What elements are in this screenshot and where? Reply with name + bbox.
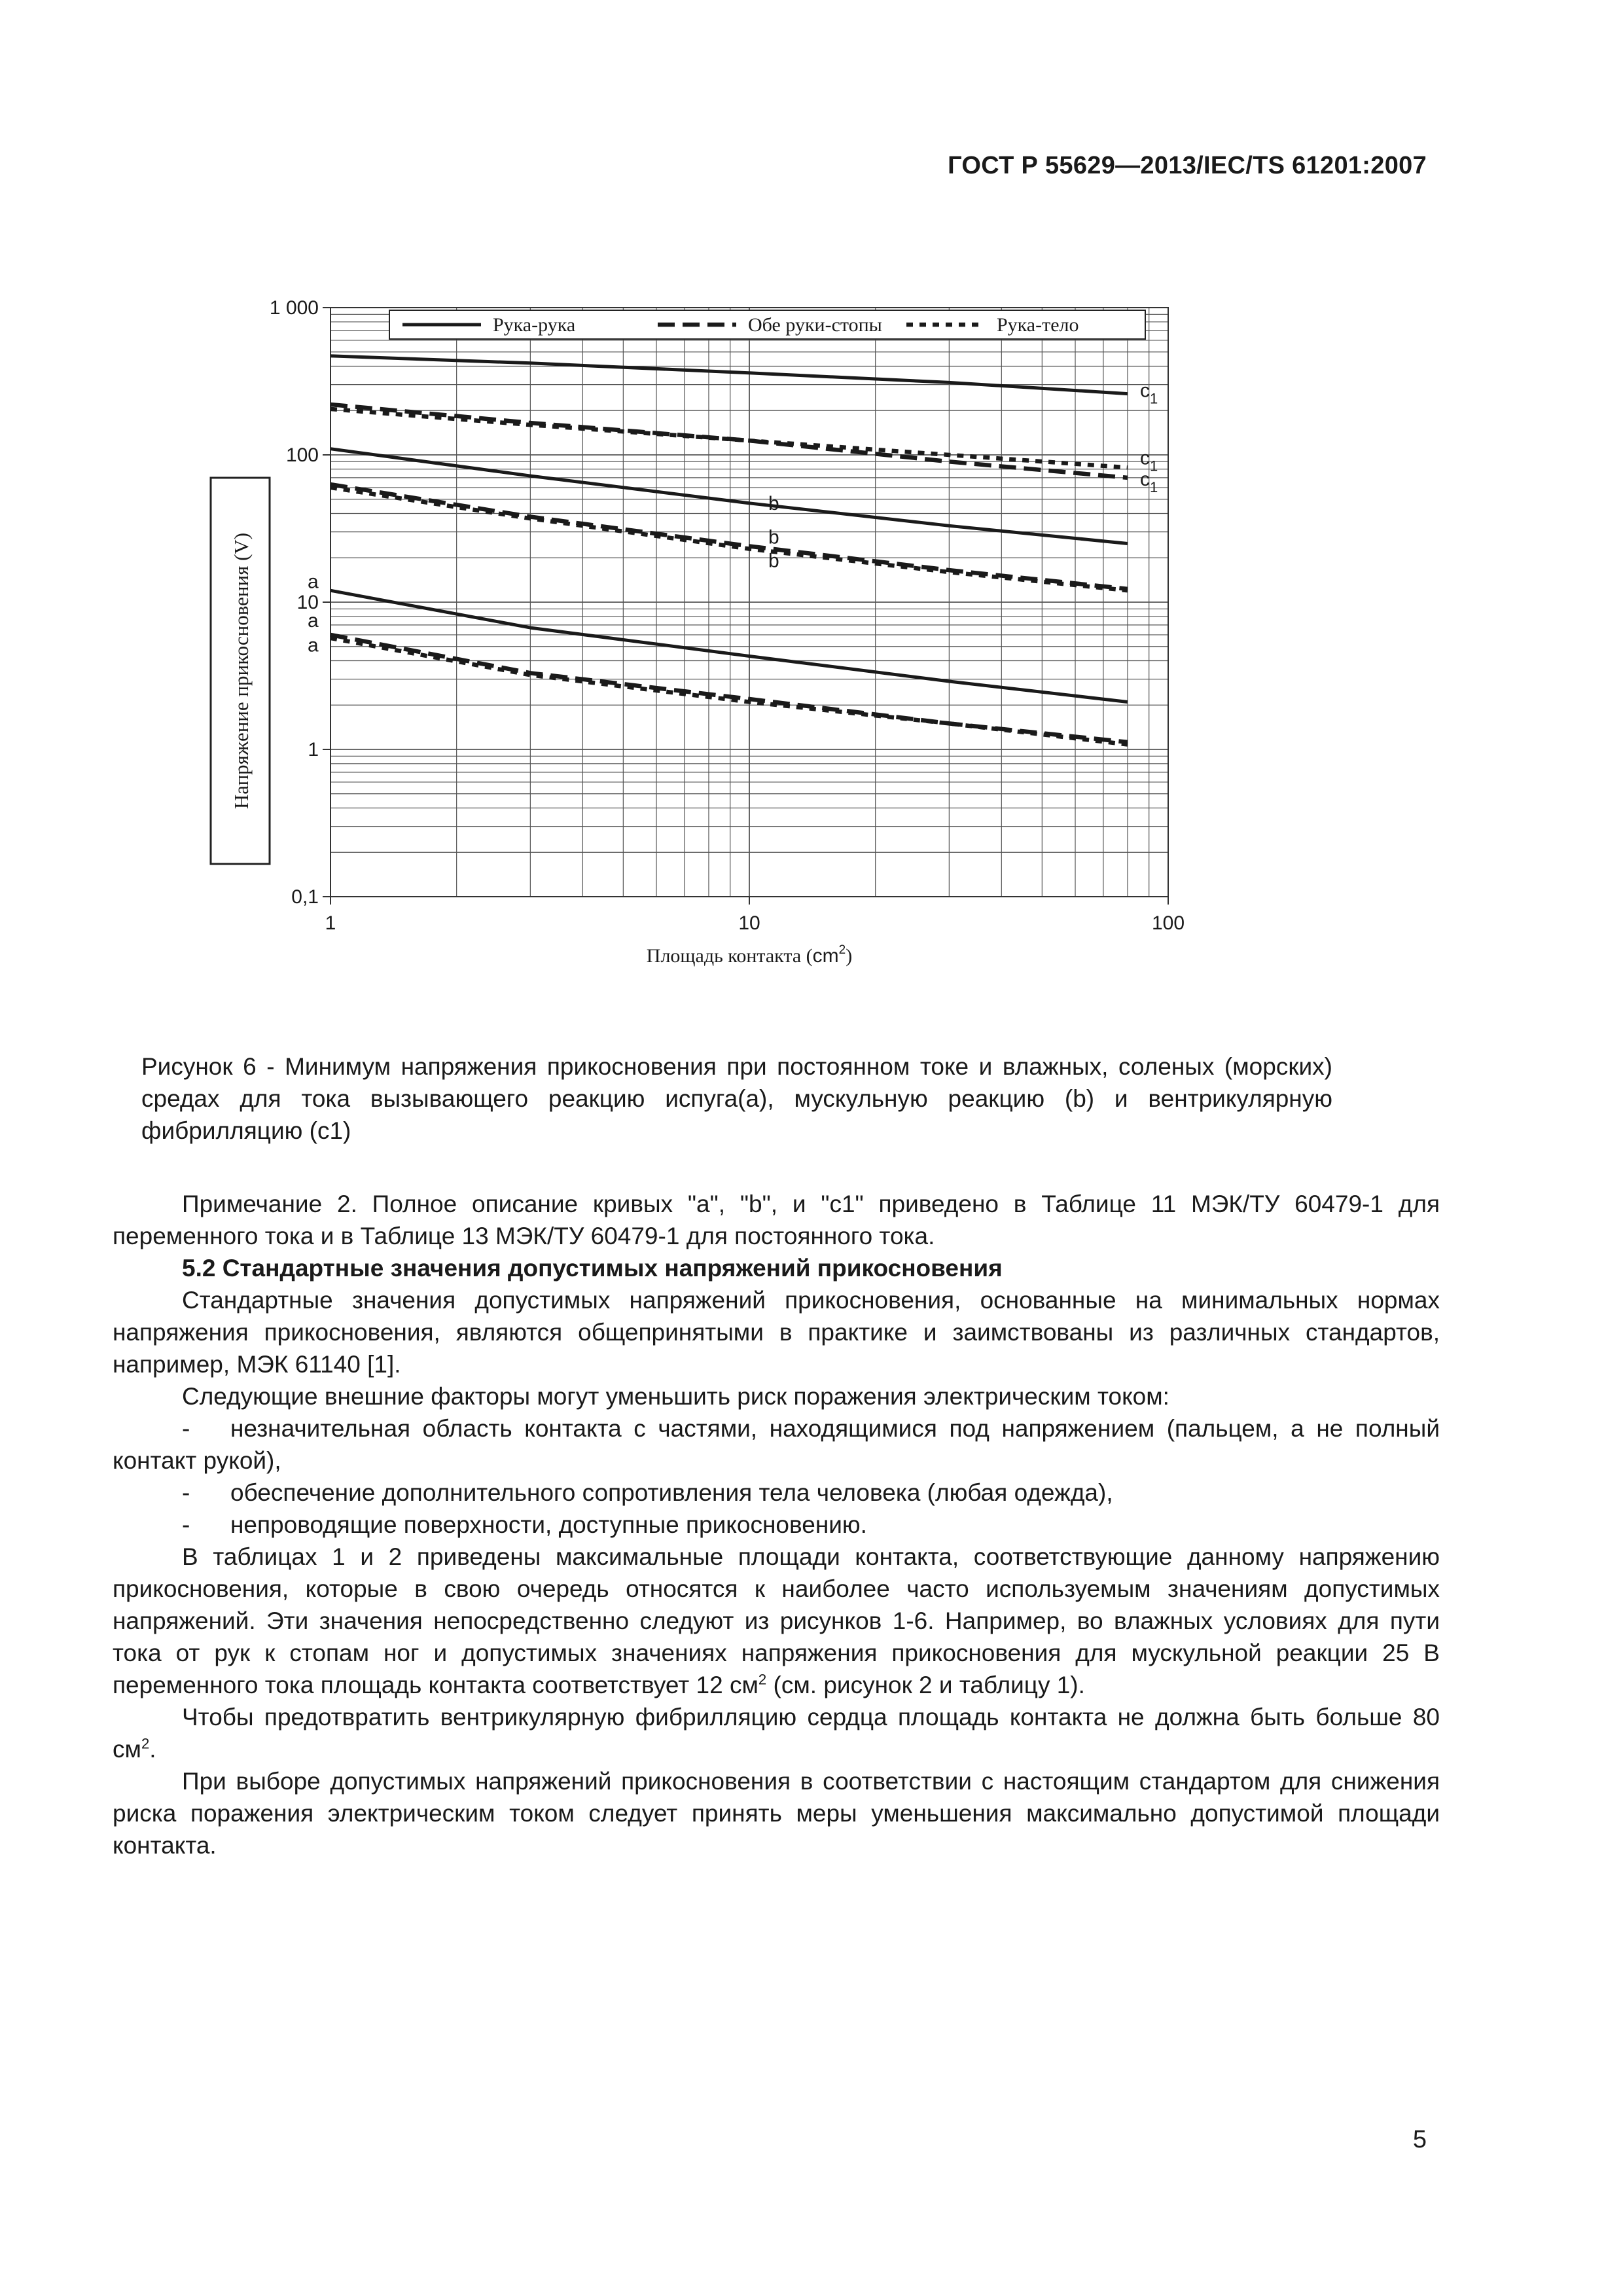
x-tick-label: 10 xyxy=(738,912,760,934)
y-tick-label: 100 xyxy=(285,444,319,466)
y-tick-label: 0,1 xyxy=(291,886,319,908)
paragraph-selection: При выборе допустимых напряжений прикосновения в соответствии с настоящим стандартом для снижения риска поражения электрическим током следует принять меры уменьшения максимально допустимой площади контакта. xyxy=(113,1768,1440,1859)
touch-voltage-chart xyxy=(196,281,1257,988)
figure-caption: Рисунок 6 - Минимум напряжения прикосновения при постоянном токе и влажных, соленых (морских) средах для тока вызывающего реакцию испуга(а), мускульную реакцию (b) и вентрикулярную фибрилляцию (с1) xyxy=(141,1053,1332,1144)
list-item-text: непроводящие поверхности, доступные прикосновению. xyxy=(230,1511,867,1538)
list-item-text: обеспечение дополнительного сопротивления тела человека (любая одежда), xyxy=(230,1479,1113,1506)
paragraph-fibrillation-end: . xyxy=(149,1736,156,1763)
legend-label: Рука-рука xyxy=(493,314,576,336)
superscript: 2 xyxy=(141,1735,150,1752)
list-item xyxy=(113,1509,1440,1541)
chart-svg xyxy=(196,281,1257,988)
paragraph-tables xyxy=(113,1541,1440,1701)
list-item xyxy=(113,1477,1440,1509)
curve-label-b-long: b xyxy=(768,526,779,548)
list-dash: - xyxy=(182,1511,190,1538)
paragraph-external-factors: Следующие внешние факторы могут уменьшить риск поражения электрическим током: xyxy=(182,1383,1169,1410)
body-text xyxy=(113,1188,1440,1861)
paragraph-fibrillation xyxy=(113,1701,1440,1765)
paragraph-fibrillation-text: Чтобы предотвратить вентрикулярную фибрилляцию сердца площадь контакта не должна быть больше 80 см xyxy=(113,1704,1440,1763)
document-header: ГОСТ Р 55629—2013/IEC/TS 61201:2007 xyxy=(948,152,1427,179)
legend-label: Рука-тело xyxy=(997,314,1079,336)
note-paragraph: Примечание 2. Полное описание кривых "а", "b", и "с1" приведено в Таблице 11 МЭК/ТУ 60479-1 для переменного тока и в Таблице 13 МЭК/ТУ 60479-1 для постоянного тока. xyxy=(113,1191,1440,1249)
y-tick-label: 10 xyxy=(296,592,319,613)
x-axis-label-unit: cm xyxy=(812,945,839,967)
list-item-text: незначительная область контакта с частями, находящимися под напряжением (пальцем, а не полный контакт рукой), xyxy=(113,1415,1440,1474)
x-axis-label-sup: 2 xyxy=(838,943,846,957)
curve-label-a-long: a xyxy=(308,610,319,632)
superscript: 2 xyxy=(758,1671,767,1688)
curve-label-c: c xyxy=(1140,380,1150,402)
page-number: 5 xyxy=(1412,2126,1427,2153)
section-heading: 5.2 Стандартные значения допустимых напряжений прикосновения xyxy=(182,1255,1003,1282)
curve-label-a-short: a xyxy=(308,634,319,656)
list-dash: - xyxy=(182,1479,190,1506)
curve-label-sub: 1 xyxy=(1150,478,1158,495)
y-tick-label: 1 000 xyxy=(269,297,319,319)
x-axis-label xyxy=(647,943,852,967)
curve-label-sub: 1 xyxy=(1150,390,1158,407)
curve-label-a-solid: a xyxy=(308,571,319,593)
list-dash: - xyxy=(182,1415,190,1442)
legend-label: Обе руки-стопы xyxy=(748,314,882,336)
x-axis-label-end: ) xyxy=(846,945,853,967)
curve-label-sub: 1 xyxy=(1150,457,1158,475)
paragraph-standard-values: Стандартные значения допустимых напряжений прикосновения, основанные на минимальных нормах напряжения прикосновения, являются общепринятыми в практике и заимствованы из различных стандартов, например, МЭК 61140 [1]. xyxy=(113,1287,1440,1378)
x-tick-label: 1 xyxy=(325,912,336,934)
y-axis-label: Напряжение прикосновения (V) xyxy=(230,532,253,810)
curve-label-c: c xyxy=(1140,468,1150,490)
list-item xyxy=(113,1412,1440,1477)
paragraph-tables-end: (см. рисунок 2 и таблицу 1). xyxy=(766,1672,1085,1698)
y-tick-label: 1 xyxy=(308,739,319,761)
curve-label-c: c xyxy=(1140,447,1150,469)
x-axis-label-text: Площадь контакта ( xyxy=(646,945,813,967)
curve-label-b-solid: b xyxy=(768,492,779,514)
curve-label-b-short: b xyxy=(768,550,779,572)
paragraph-tables-text: В таблицах 1 и 2 приведены максимальные площади контакта, соответствующие данному напряжению прикосновения, которые в свою очередь относятся к наиболее часто используемым значениям допустимых напряжений. Эти значения непосредственно следуют из рисунков 1-6. Например, во влажных условиях для пути тока от рук к стопам ног и допустимых значениях напряжения прикосновения для мускульной реакции 25 В переменного тока площадь контакта соответствует 12 см xyxy=(113,1543,1440,1698)
x-tick-label: 100 xyxy=(1151,912,1185,934)
